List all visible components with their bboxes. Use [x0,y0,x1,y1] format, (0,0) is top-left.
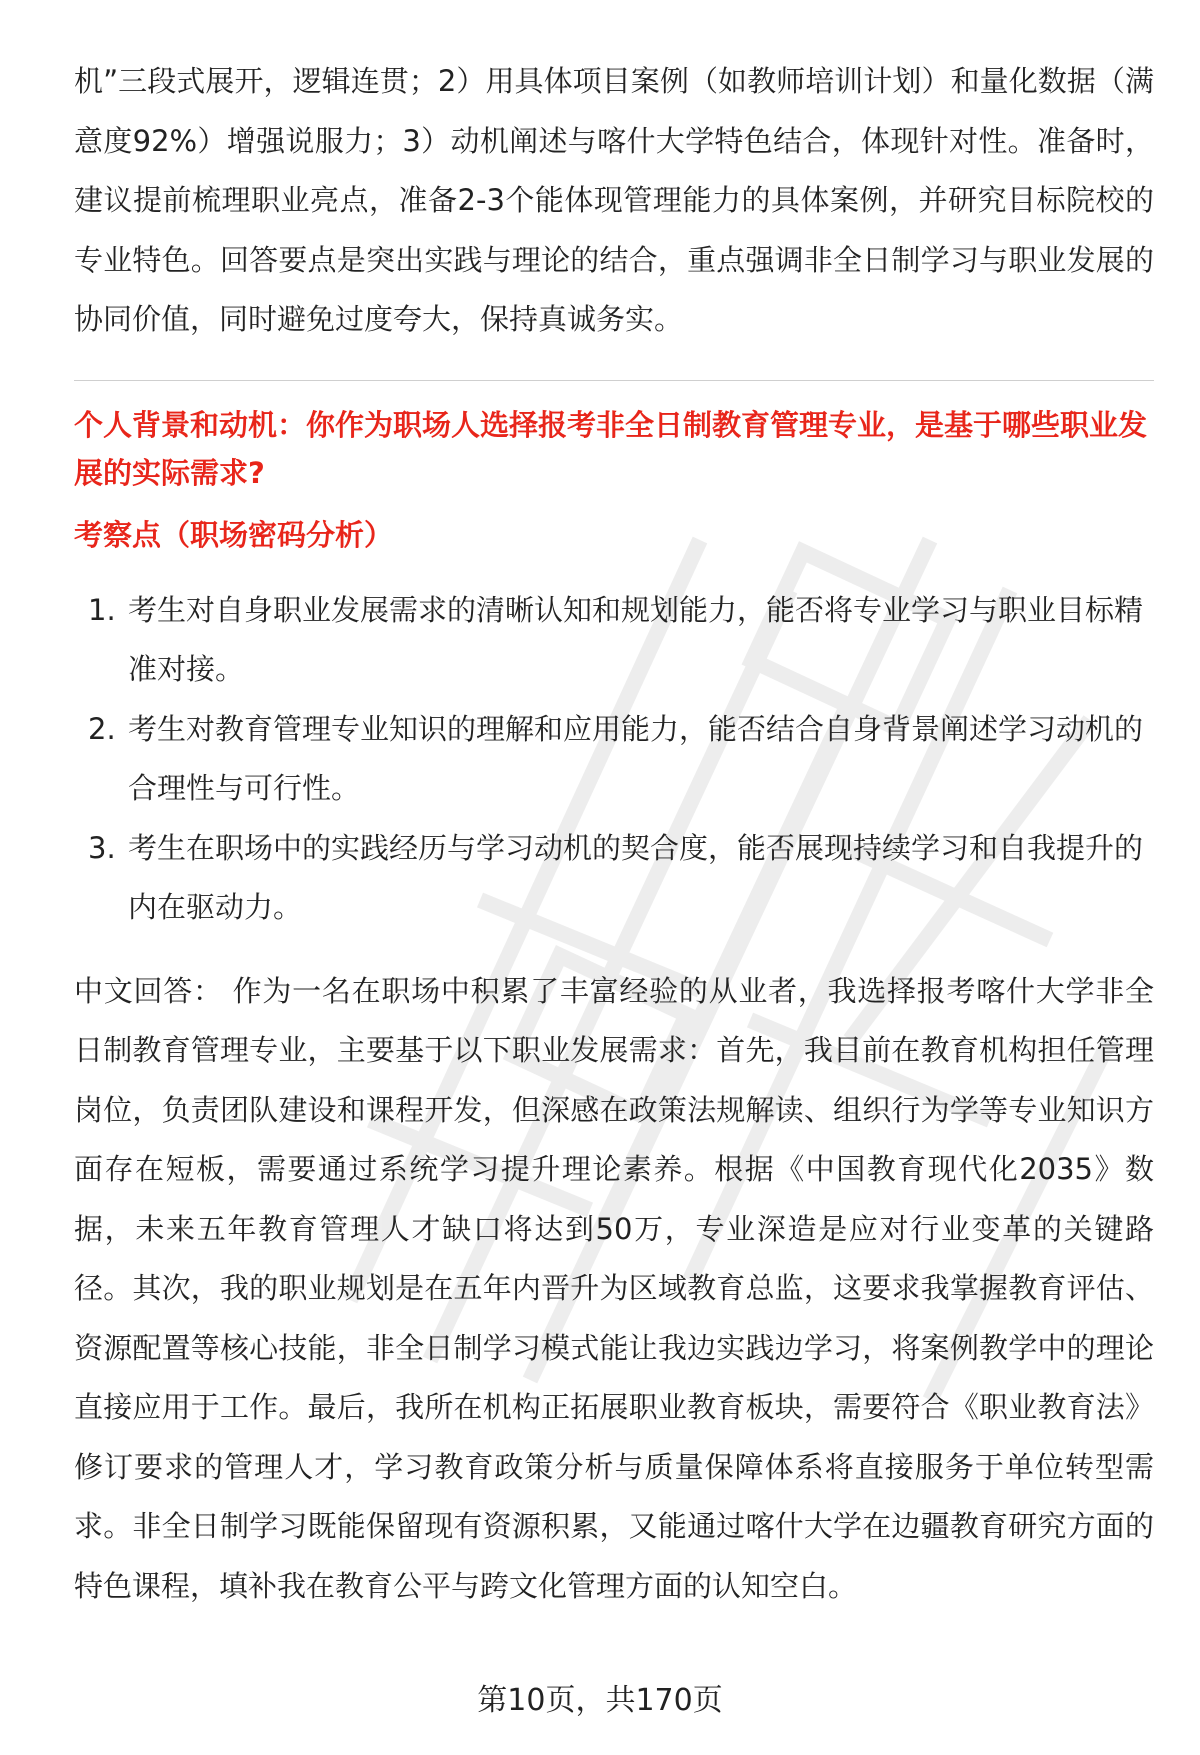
question-heading: 个人背景和动机：你作为职场人选择报考非全日制教育管理专业，是基于哪些职业发展的实际需求? [74,407,1148,490]
list-item [74,700,1154,819]
answer-text: 作为一名在职场中积累了丰富经验的从业者，我选择报考喀什大学非全日制教育管理专业，主要基于以下职业发展需求：首先，我目前在教育机构担任管理岗位，负责团队建设和课程开发，但深感在政策法规解读、组织行为学等专业知识方面存在短板，需要通过系统学习提升理论素养。根据《中国教育现代化2035》数据，未来五年教育管理人才缺口将达到50万，专业深造是应对行业变革的关键路径。其次，我的职业规划是在五年内晋升为区域教育总监，这要求我掌握教育评估、资源配置等核心技能，非全日制学习模式能让我边实践边学习，将案例教学中的理论直接应用于工作。最后，我所在机构正拓展职业教育板块，需要符合《职业教育法》修订要求的管理人才，学习教育政策分析与质量保障体系将直接服务于单位转型需求。非全日制学习既能保留现有资源积累，又能通过喀什大学在边疆教育研究方面的特色课程，填补我在教育公平与跨文化管理方面的认知空白。 [74,973,1154,1603]
list-item-number: 2. [88,711,116,746]
content-area [74,52,1154,1616]
list-item-number: 1. [88,592,116,627]
intro-paragraph: 机”三段式展开，逻辑连贯；2）用具体项目案例（如教师培训计划）和量化数据（满意度92%）增强说服力；3）动机阐述与喀什大学特色结合，体现针对性。准备时，建议提前梳理职业亮点，准备2-3个能体现管理能力的具体案例，并研究目标院校的专业特色。回答要点是突出实践与理论的结合，重点强调非全日制学习与职业发展的协同价值，同时避免过度夸大，保持真诚务实。 [74,64,1154,336]
list-item [74,581,1154,700]
list-item-text: 考生在职场中的实践经历与学习动机的契合度，能否展现持续学习和自我提升的内在驱动力。 [128,830,1144,924]
section-divider [74,380,1154,381]
list-item-text: 考生对教育管理专业知识的理解和应用能力，能否结合自身背景阐述学习动机的合理性与可行性。 [128,711,1144,805]
answer-label: 中文回答： [74,973,223,1008]
points-list [74,581,1154,938]
page-number-footer: 第10页，共170页 [477,1683,723,1718]
answer-paragraph [74,962,1154,1617]
list-item [74,819,1154,938]
list-item-number: 3. [88,830,116,865]
list-item-text: 考生对自身职业发展需求的清晰认知和规划能力，能否将专业学习与职业目标精准对接。 [128,592,1144,686]
section-title: 考察点（职场密码分析） [74,517,394,552]
